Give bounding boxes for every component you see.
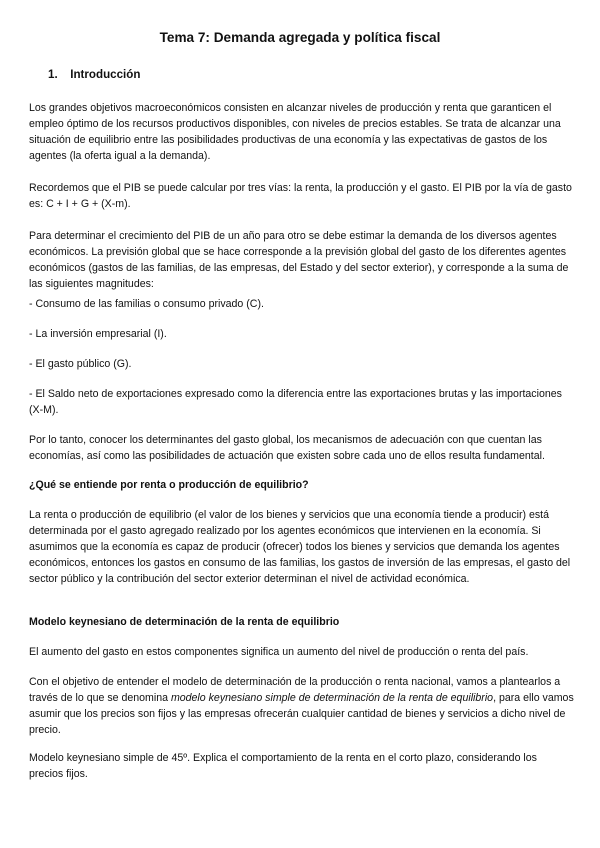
list-item-inversion: - La inversión empresarial (I).	[29, 328, 167, 340]
section-title: Introducción	[70, 68, 141, 81]
section-number: 1.	[48, 68, 58, 81]
paragraph-demand: Para determinar el crecimiento del PIB de un año para otro se debe estimar la demanda de los diversos agentes económicos. La previsión global que se hace corresponde a la previsión global del gasto de los diferentes agentes económicos (gastos de las familias, de las empresas, del Estado y del sector exterior), y corresponde a la suma de las siguientes magnitudes:	[29, 230, 569, 290]
paragraph-pib: Recordemos que el PIB se puede calcular por tres vías: la renta, la producción y el gasto. El PIB por la vía de gasto es: C + I + G + (X-m).	[29, 182, 572, 210]
list-item-gasto-publico: - El gasto público (G).	[29, 358, 132, 370]
subheading-modelo-keynesiano: Modelo keynesiano de determinación de la renta de equilibrio	[29, 616, 340, 628]
list-item-consumo: - Consumo de las familias o consumo privado (C).	[29, 298, 264, 310]
document-title: Tema 7: Demanda agregada y política fiscal	[159, 30, 441, 45]
subheading-renta-equilibrio: ¿Qué se entiende por renta o producción de equilibrio?	[29, 479, 309, 491]
paragraph-objetivo-text-a: Con el objetivo de entender el modelo de determinación de la producción o renta nacional, vamos a plantearlos a través de lo que se denomina	[29, 676, 561, 704]
paragraph-renta-equilibrio: La renta o producción de equilibrio (el valor de los bienes y servicios que una economía tiende a producir) está determinada por el gasto agregado realizado por los agentes económicos que intervienen en la economía. Si asumimos que la economía es capaz de producir (ofrecer) todos los bienes y servicios que demanda los agentes económicos, entonces los gastos en consumo de las familias, los gastos de inversión de las empresas, el gasto del sector público y la contribución del sector exterior determinan el nivel de actividad económica.	[29, 509, 571, 585]
list-item-saldo-exterior: - El Saldo neto de exportaciones expresado como la diferencia entre las exportaciones brutas y las importaciones (X-M).	[29, 388, 562, 416]
section-heading	[48, 67, 140, 83]
paragraph-objectives: Los grandes objetivos macroeconómicos consisten en alcanzar niveles de producción y renta que garanticen el empleo óptimo de los recursos productivos disponibles, con niveles de precios estables. Se trata de alcanzar una situación de equilibrio entre las posibilidades productivas de una economía y las expectativas de gastos de los agentes (la oferta igual a la demanda).	[29, 102, 561, 162]
model-name-emphasis: modelo keynesiano simple de determinación de la renta de equilibrio	[170, 692, 494, 704]
paragraph-objetivo-modelo	[29, 674, 574, 738]
paragraph-conclusion: Por lo tanto, conocer los determinantes del gasto global, los mecanismos de adecuación con que cuentan las economías, así como las posibilidades de actuación que existen sobre cada uno de ellos resulta fundamental.	[29, 434, 545, 462]
paragraph-objetivo-text-b: , para ello vamos asumir que los precios son fijos y las empresas ofrecerán cualquier cantidad de bienes y servicios a dicho nivel de precio.	[29, 692, 574, 736]
paragraph-aumento-gasto: El aumento del gasto en estos componentes significa un aumento del nivel de producción o renta del país.	[29, 646, 529, 658]
paragraph-modelo-45: Modelo keynesiano simple de 45º. Explica el comportamiento de la renta en el corto plazo, considerando los precios fijos.	[29, 752, 537, 780]
